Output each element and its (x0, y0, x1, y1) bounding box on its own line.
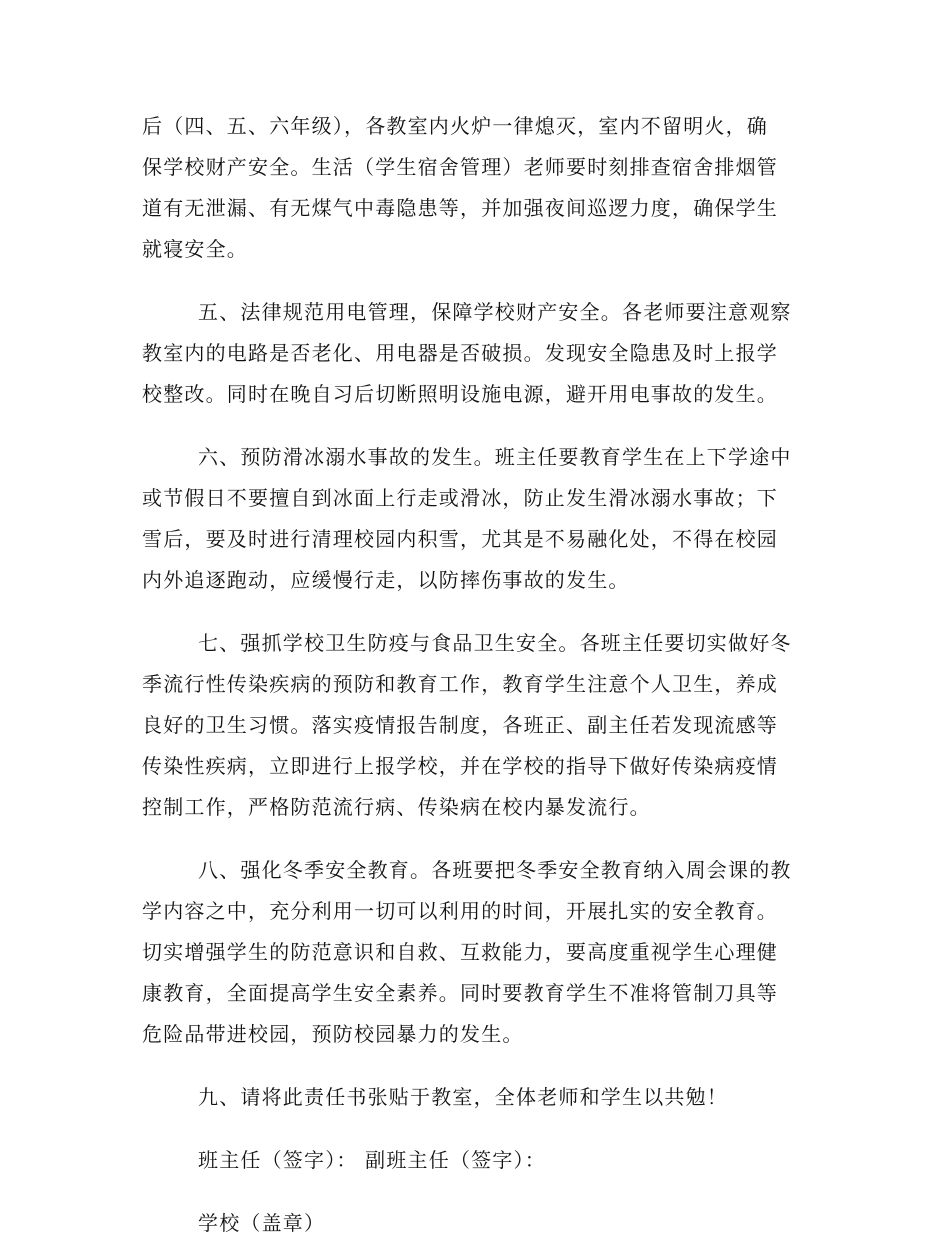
paragraph-gap (142, 601, 808, 623)
text-line: 道有无泄漏、有无煤气中毒隐患等，并加强夜间巡逻力度，确保学生 (142, 196, 778, 220)
paragraph-continuation (142, 106, 808, 270)
text-line: 后（四、五、六年级），各教室内火炉一律熄灭，室内不留明火，确 (142, 114, 768, 138)
text-line: 就寝安全。 (142, 237, 248, 261)
text-line: 九、请将此责任书张贴于教室，全体老师和学生以共勉！ (198, 1085, 728, 1109)
paragraph-gap (142, 1118, 808, 1140)
paragraph-item-6 (142, 437, 808, 601)
text-line: 危险品带进校园，预防校园暴力的发生。 (142, 1022, 524, 1046)
paragraph-item-5 (142, 292, 808, 415)
text-line: 内外追逐跑动，应缓慢行走，以防摔伤事故的发生。 (142, 568, 630, 592)
text-line: 雪后，要及时进行清理校园内积雪，尤其是不易融化处，不得在校园 (142, 527, 778, 551)
text-line: 校整改。同时在晚自习后切断照明设施电源，避开用电事故的发生。 (142, 382, 778, 406)
paragraph-item-9 (142, 1077, 808, 1118)
seal-text: 学校（盖章） (198, 1211, 326, 1235)
text-line: 七、强抓学校卫生防疫与食品卫生安全。各班主任要切实做好冬 (198, 631, 792, 655)
text-line: 学内容之中，充分利用一切可以利用的时间，开展扎实的安全教育。 (142, 899, 778, 923)
paragraph-gap (142, 270, 808, 292)
paragraph-gap (142, 1055, 808, 1077)
text-line: 季流行性传染疾病的预防和教育工作，教育学生注意个人卫生，养成 (142, 672, 778, 696)
text-line: 切实增强学生的防范意识和自救、互救能力，要高度重视学生心理健 (142, 940, 778, 964)
signature-text: 班主任（签字）： 副班主任（签字）： (198, 1148, 546, 1172)
text-line: 传染性疾病，立即进行上报学校，并在学校的指导下做好传染病疫情 (142, 754, 778, 778)
text-line: 控制工作，严格防范流行病、传染病在校内暴发流行。 (142, 795, 651, 819)
school-seal-line (142, 1203, 808, 1244)
text-line: 或节假日不要擅自到冰面上行走或滑冰，防止发生滑冰溺水事故；下 (142, 486, 778, 510)
paragraph-item-7 (142, 623, 808, 828)
text-line: 康教育，全面提高学生安全素养。同时要教育学生不准将管制刀具等 (142, 981, 778, 1005)
document-body (142, 106, 808, 1244)
paragraph-gap (142, 415, 808, 437)
text-line: 六、预防滑冰溺水事故的发生。班主任要教育学生在上下学途中 (198, 445, 792, 469)
text-line: 良好的卫生习惯。落实疫情报告制度，各班正、副主任若发现流感等 (142, 713, 778, 737)
text-line: 教室内的电路是否老化、用电器是否破损。发现安全隐患及时上报学 (142, 341, 778, 365)
paragraph-item-8 (142, 850, 808, 1055)
text-line: 八、强化冬季安全教育。各班要把冬季安全教育纳入周会课的教 (198, 858, 792, 882)
text-line: 保学校财产安全。生活（学生宿舍管理）老师要时刻排查宿舍排烟管 (142, 155, 778, 179)
signature-line (142, 1140, 808, 1181)
paragraph-gap (142, 1181, 808, 1203)
text-line: 五、法律规范用电管理，保障学校财产安全。各老师要注意观察 (198, 300, 792, 324)
paragraph-gap (142, 828, 808, 850)
